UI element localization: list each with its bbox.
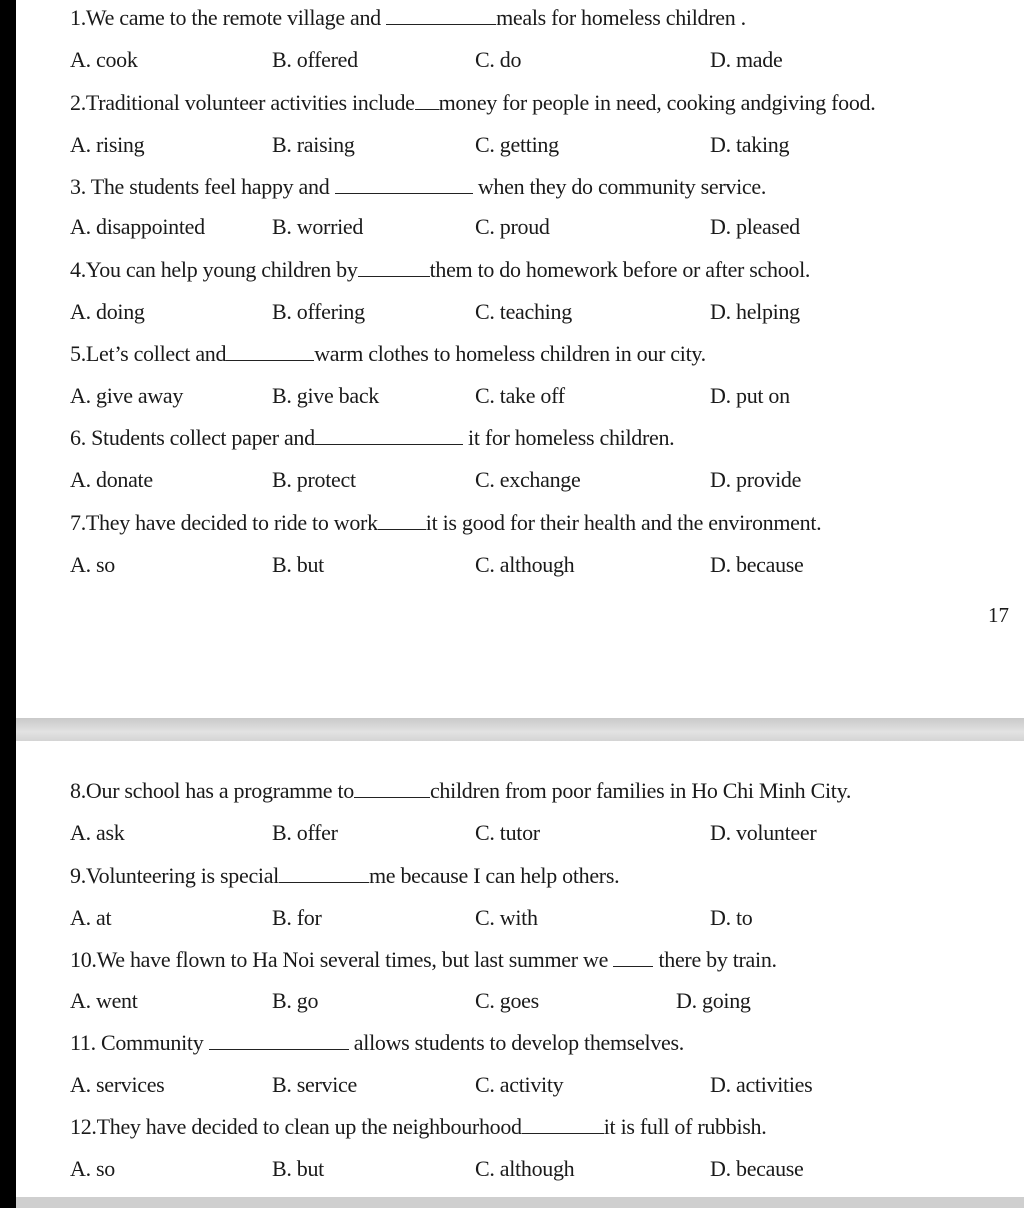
question-9 (70, 863, 619, 889)
question-12 (70, 1114, 766, 1140)
option-a: A. went (70, 988, 138, 1013)
question-text-before-blank: 10.We have flown to Ha Noi several times, but last summer we (70, 947, 614, 972)
answer-blank (315, 426, 463, 445)
question-text-after-blank: them to do homework before or after school. (429, 257, 811, 282)
answer-blank (335, 175, 473, 194)
question-4 (70, 257, 810, 283)
question-1 (70, 5, 746, 31)
option-a: A. give away (70, 383, 184, 408)
question-text-before-blank: 1.We came to the remote village and (70, 5, 387, 30)
option-a: A. at (70, 905, 112, 930)
question-text-before-blank: 8.Our school has a programme to (70, 778, 354, 803)
answer-blank (415, 91, 439, 110)
option-c: C. teaching (475, 299, 572, 324)
viewer-left-edge (0, 0, 16, 1208)
question-text-after-blank: money for people in need, cooking andgiving food. (438, 90, 876, 115)
option-b: B. offering (272, 299, 365, 324)
option-b: B. give back (272, 383, 379, 408)
question-text-before-blank: 7.They have decided to ride to work (70, 510, 378, 535)
option-c: C. activity (475, 1072, 564, 1097)
question-text-after-blank: children from poor families in Ho Chi Minh City. (429, 778, 852, 803)
question-text-before-blank: 3. The students feel happy and (70, 174, 335, 199)
option-d: D. volunteer (710, 820, 817, 845)
option-a: A. so (70, 1156, 115, 1181)
question-11 (70, 1030, 684, 1056)
option-c: C. although (475, 552, 575, 577)
question-6 (70, 425, 674, 451)
question-2 (70, 90, 875, 116)
option-d: D. made (710, 47, 783, 72)
question-text-before-blank: 5.Let’s collect and (70, 341, 227, 366)
question-text-after-blank: it is good for their health and the environment. (425, 510, 822, 535)
option-d: D. helping (710, 299, 800, 324)
question-text-before-blank: 9.Volunteering is special (70, 863, 279, 888)
question-text-after-blank: it for homeless children. (462, 425, 675, 450)
answer-blank (209, 1031, 349, 1050)
option-b: B. worried (272, 214, 364, 239)
question-text-after-blank: warm clothes to homeless children in our city. (314, 341, 706, 366)
option-a: A. so (70, 552, 115, 577)
option-c: C. tutor (475, 820, 540, 845)
option-d: D. provide (710, 467, 802, 492)
option-b: B. raising (272, 132, 355, 157)
option-c: C. do (475, 47, 522, 72)
option-b: B. but (272, 552, 324, 577)
option-d: D. because (710, 1156, 804, 1181)
question-text-after-blank: meals for homeless children . (496, 5, 746, 30)
option-c: C. proud (475, 214, 550, 239)
page-separator-bottom (16, 1197, 1024, 1208)
answer-blank (522, 1115, 604, 1134)
option-b: B. for (272, 905, 322, 930)
option-c: C. exchange (475, 467, 581, 492)
option-c: C. with (475, 905, 538, 930)
answer-blank (386, 6, 496, 25)
question-8 (70, 778, 851, 804)
option-a: A. services (70, 1072, 165, 1097)
answer-blank (358, 258, 430, 277)
option-c: C. although (475, 1156, 575, 1181)
question-text-before-blank: 4.You can help young children by (70, 257, 358, 282)
question-text-before-blank: 12.They have decided to clean up the neighbourhood (70, 1114, 522, 1139)
answer-blank (378, 511, 426, 530)
question-text-after-blank: me because I can help others. (369, 863, 620, 888)
question-5 (70, 341, 706, 367)
page-separator (16, 718, 1024, 741)
option-b: B. but (272, 1156, 324, 1181)
option-c: C. goes (475, 988, 539, 1013)
answer-blank (279, 864, 369, 883)
option-d: D. because (710, 552, 804, 577)
question-text-after-blank: when they do community service. (472, 174, 767, 199)
question-text-before-blank: 11. Community (70, 1030, 209, 1055)
option-b: B. go (272, 988, 319, 1013)
question-10 (70, 947, 777, 973)
answer-blank (226, 342, 314, 361)
question-text-after-blank: it is full of rubbish. (603, 1114, 767, 1139)
option-d: D. to (710, 905, 753, 930)
option-c: C. getting (475, 132, 559, 157)
question-text-after-blank: allows students to develop themselves. (348, 1030, 684, 1055)
option-a: A. ask (70, 820, 125, 845)
answer-blank (354, 779, 430, 798)
option-a: A. donate (70, 467, 153, 492)
option-a: A. doing (70, 299, 145, 324)
option-b: B. offer (272, 820, 338, 845)
option-d: D. activities (710, 1072, 813, 1097)
option-b: B. service (272, 1072, 357, 1097)
question-text-before-blank: 2.Traditional volunteer activities include (70, 90, 415, 115)
option-b: B. protect (272, 467, 356, 492)
option-d: D. put on (710, 383, 790, 408)
answer-blank (613, 948, 653, 967)
option-a: A. disappointed (70, 214, 205, 239)
question-7 (70, 510, 821, 536)
option-d: D. pleased (710, 214, 800, 239)
option-b: B. offered (272, 47, 358, 72)
option-d: D. going (676, 988, 751, 1013)
page-number: 17 (988, 603, 1009, 627)
option-c: C. take off (475, 383, 565, 408)
question-3 (70, 174, 766, 200)
option-a: A. rising (70, 132, 145, 157)
option-d: D. taking (710, 132, 790, 157)
question-text-before-blank: 6. Students collect paper and (70, 425, 315, 450)
question-text-after-blank: there by train. (653, 947, 777, 972)
option-a: A. cook (70, 47, 138, 72)
